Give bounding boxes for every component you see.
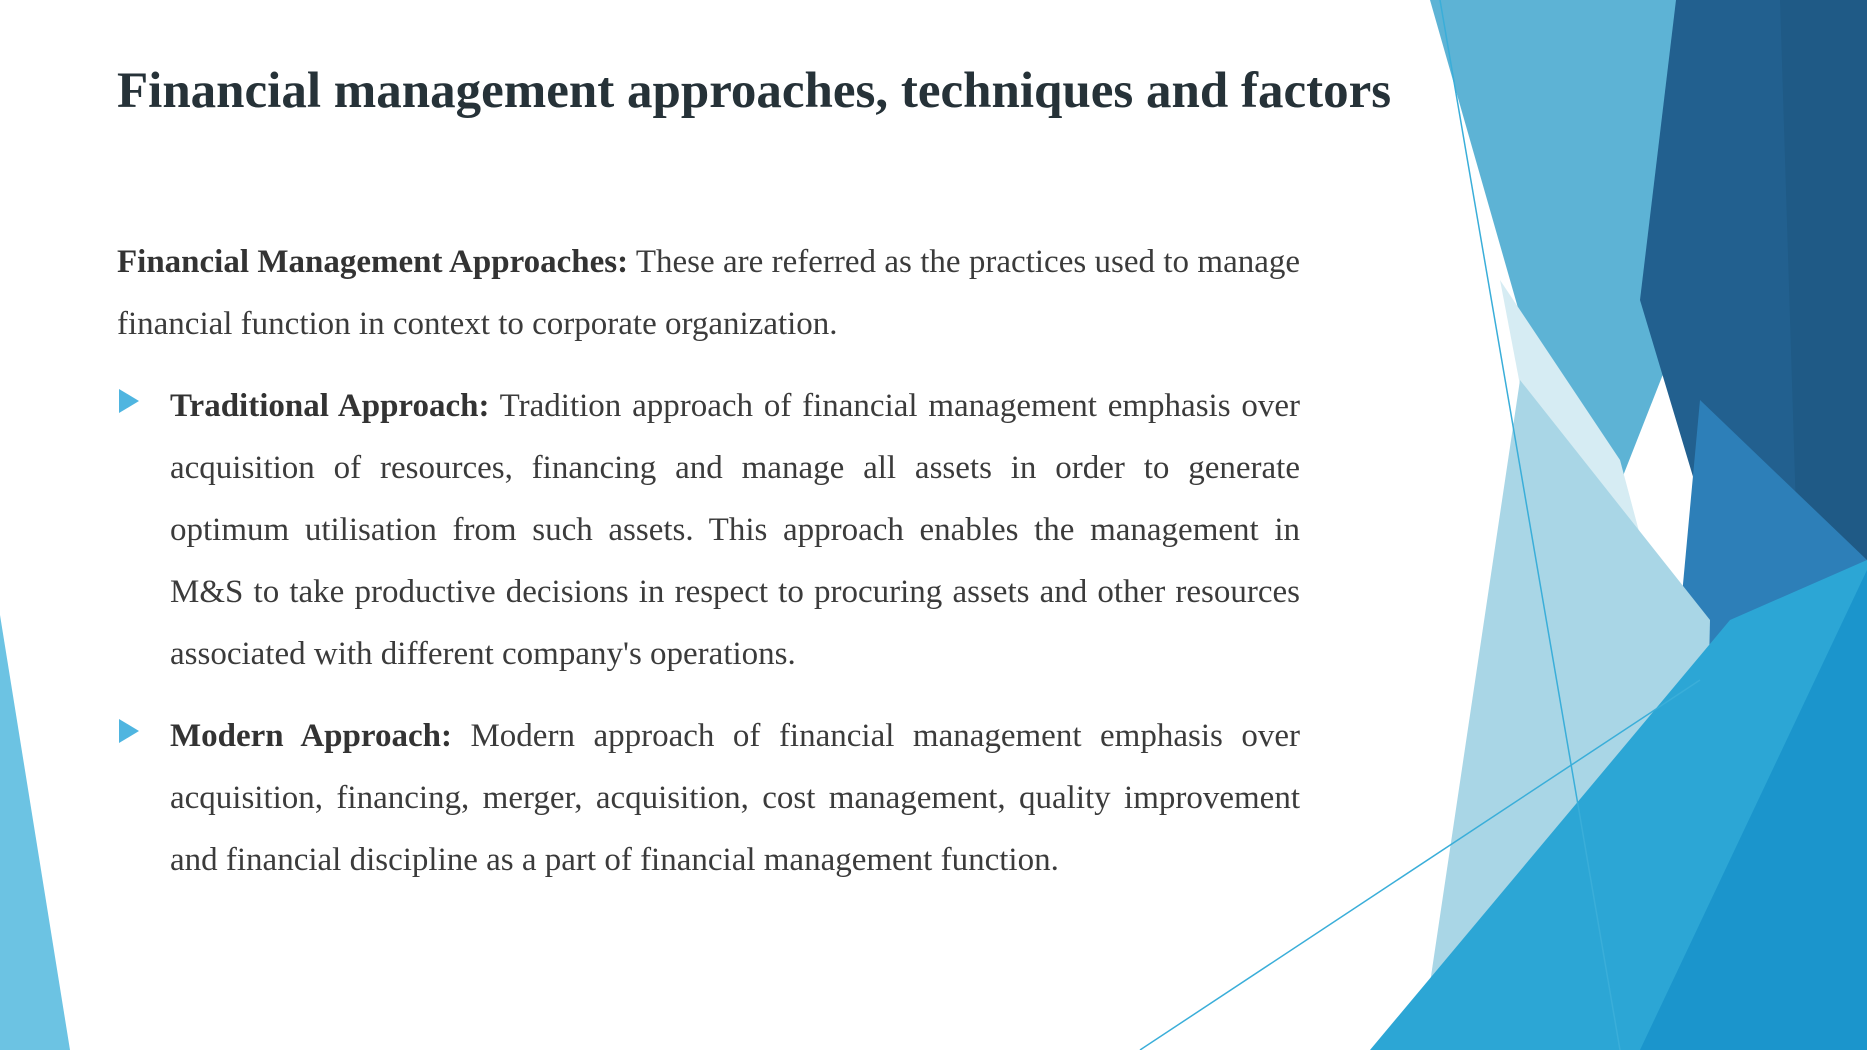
bullet-modern-approach	[117, 705, 1300, 891]
bullet-arrow-icon	[119, 719, 139, 743]
bullet-arrow-icon	[119, 389, 139, 413]
intro-paragraph	[117, 231, 1300, 355]
bullet-text: Tradition approach of financial management emphasis over acquisition of resources, financing and manage all assets in order to generate optimum utilisation from such assets. This approach enables the management in M&S to take productive decisions in respect to procuring assets and other resources associated with different company's operations.	[170, 388, 1300, 672]
bullet-text: Modern approach of financial management emphasis over acquisition, financing, merger, acquisition, cost management, quality improvement and financial discipline as a part of financial management function.	[170, 718, 1300, 878]
slide-title: Financial management approaches, techniques and factors	[117, 63, 1392, 119]
bullet-label: Modern Approach:	[170, 718, 452, 754]
left-accent-shape	[0, 615, 70, 1050]
slide-body	[117, 231, 1300, 911]
intro-text: These are referred as the practices used to manage financial function in context to corporate organization.	[117, 244, 1301, 342]
bullet-traditional-approach	[117, 375, 1300, 685]
intro-label: Financial Management Approaches:	[117, 244, 629, 280]
bullet-label: Traditional Approach:	[170, 388, 490, 424]
